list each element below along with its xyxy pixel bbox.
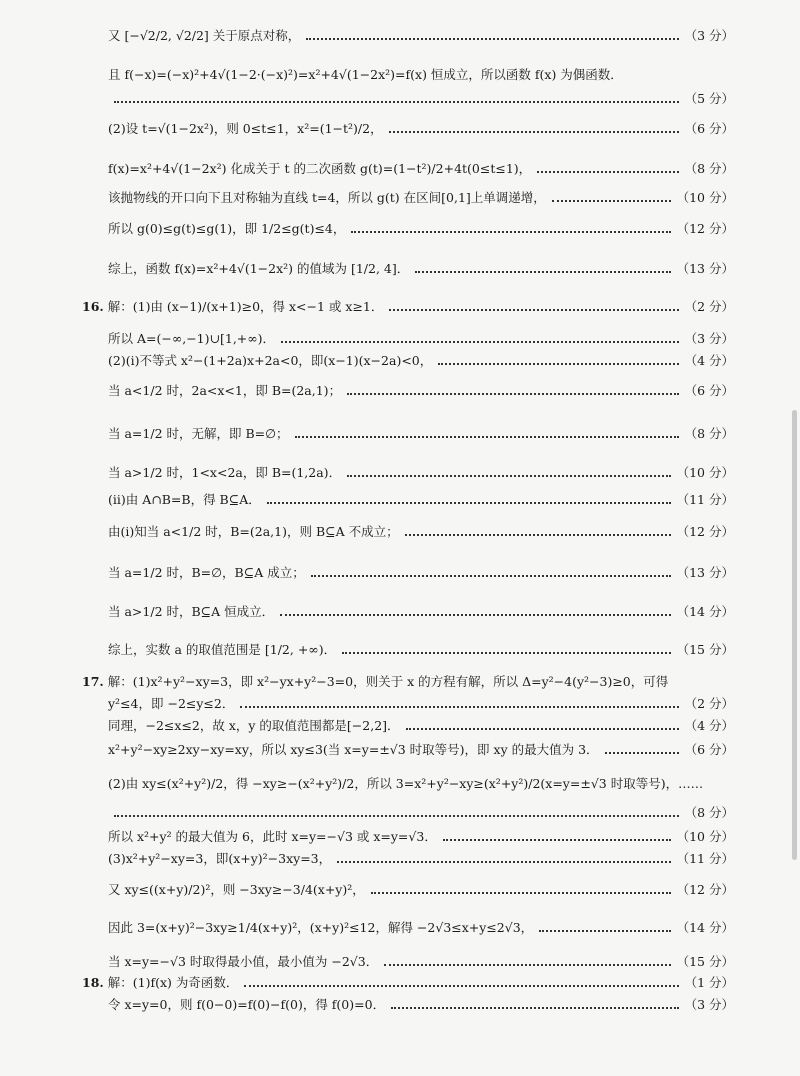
line-text: (3)x²+y²−xy=3，即(x+y)²−3xy=3， bbox=[108, 851, 332, 866]
line-text: 因此 3=(x+y)²−3xy≥1/4(x+y)²，(x+y)²≤12，解得 −2√3≤x+y≤2√3， bbox=[108, 920, 534, 935]
line-text: y²≤4，即 −2≤y≤2． bbox=[108, 696, 235, 711]
score-label: （12 分） bbox=[676, 882, 734, 897]
dot-leader bbox=[337, 860, 670, 863]
problem-number: 17. bbox=[82, 673, 104, 689]
solution-line bbox=[108, 381, 734, 399]
line-text: f(x)=x²+4√(1−2x²) 化成关于 t 的二次函数 g(t)=(1−t²)/2+4t(0≤t≤1)， bbox=[108, 161, 532, 176]
solution-line bbox=[108, 774, 734, 792]
line-text: 由(i)知当 a<1/2 时，B=(2a,1)，则 B⊆A 不成立； bbox=[108, 524, 399, 539]
solution-line bbox=[108, 463, 734, 481]
score-label: （8 分） bbox=[684, 161, 734, 176]
score-label: （5 分） bbox=[684, 91, 734, 106]
score-label: （11 分） bbox=[676, 492, 734, 507]
dot-leader bbox=[406, 727, 679, 730]
dot-leader bbox=[311, 574, 671, 577]
score-label: （6 分） bbox=[684, 383, 734, 398]
score-label: （3 分） bbox=[684, 28, 734, 43]
score-label: （15 分） bbox=[676, 642, 734, 657]
dot-leader bbox=[347, 474, 671, 477]
score-label: （4 分） bbox=[684, 718, 734, 733]
problem-number: 16. bbox=[82, 298, 104, 314]
line-text: (2)(i)不等式 x²−(1+2a)x+2a<0，即(x−1)(x−2a)<0， bbox=[108, 353, 433, 368]
line-text: (ii)由 A∩B=B，得 B⊆A． bbox=[108, 492, 261, 507]
line-text: 当 a>1/2 时，B⊆A 恒成立． bbox=[108, 604, 275, 619]
dot-leader bbox=[438, 362, 678, 365]
dot-leader bbox=[391, 1006, 678, 1009]
solution-line bbox=[108, 89, 734, 107]
dot-leader bbox=[443, 838, 671, 841]
score-label: （8 分） bbox=[684, 805, 734, 820]
score-label: （13 分） bbox=[676, 565, 734, 580]
score-label: （13 分） bbox=[676, 261, 734, 276]
solution-line bbox=[108, 119, 734, 137]
score-label: （3 分） bbox=[684, 997, 734, 1012]
solution-line bbox=[108, 602, 734, 620]
dot-leader bbox=[267, 501, 671, 504]
score-label: （12 分） bbox=[676, 524, 734, 539]
line-text: 当 a=1/2 时，B=∅，B⊆A 成立； bbox=[108, 565, 305, 580]
solution-line bbox=[82, 672, 734, 690]
score-label: （3 分） bbox=[684, 331, 734, 346]
dot-leader bbox=[281, 340, 679, 343]
line-text: 综上，实数 a 的取值范围是 [1/2, +∞)． bbox=[108, 642, 337, 657]
line-text: (2)设 t=√(1−2x²)，则 0≤t≤1，x²=(1−t²)/2， bbox=[108, 121, 383, 136]
score-label: （2 分） bbox=[684, 696, 734, 711]
line-text: 解：(1)x²+y²−xy=3，即 x²−yx+y²−3=0，则关于 x 的方程有解，所以 Δ=y²−4(y²−3)≥0，可得 bbox=[107, 674, 669, 689]
score-label: （14 分） bbox=[676, 604, 734, 619]
line-text: 同理，−2≤x≤2，故 x，y 的取值范围都是[−2,2]． bbox=[108, 718, 400, 733]
solution-line bbox=[108, 424, 734, 442]
line-text: 解：(1)由 (x−1)/(x+1)≥0，得 x<−1 或 x≥1． bbox=[107, 299, 384, 314]
solution-line bbox=[108, 952, 734, 970]
solution-line bbox=[108, 740, 734, 758]
solution-line bbox=[108, 918, 734, 936]
dot-leader bbox=[280, 613, 670, 616]
dot-leader bbox=[539, 929, 670, 932]
score-label: （2 分） bbox=[684, 299, 734, 314]
dot-leader bbox=[114, 100, 679, 103]
solution-line bbox=[108, 65, 734, 83]
dot-leader bbox=[240, 705, 678, 708]
score-label: （6 分） bbox=[684, 121, 734, 136]
solution-line bbox=[82, 973, 734, 991]
solution-line bbox=[108, 329, 734, 347]
line-text: 又 [−√2/2, √2/2] 关于原点对称， bbox=[108, 28, 301, 43]
dot-leader bbox=[244, 984, 678, 987]
line-text: (2)由 xy≤(x²+y²)/2，得 −xy≥−(x²+y²)/2，所以 3=x²+y²−xy≥(x²+y²)/2(x=y=±√3 时取等号)，…… bbox=[108, 776, 704, 791]
score-label: （14 分） bbox=[676, 920, 734, 935]
dot-leader bbox=[389, 130, 679, 133]
solution-line bbox=[108, 490, 734, 508]
solution-line bbox=[108, 522, 734, 540]
line-text: 该抛物线的开口向下且对称轴为直线 t=4，所以 g(t) 在区间[0,1]上单调递增， bbox=[108, 190, 546, 205]
solution-line bbox=[108, 694, 734, 712]
score-label: （15 分） bbox=[676, 954, 734, 969]
solution-line bbox=[82, 297, 734, 315]
score-label: （10 分） bbox=[676, 465, 734, 480]
line-text: 又 xy≤((x+y)/2)²，则 −3xy≥−3/4(x+y)²， bbox=[108, 882, 365, 897]
line-text: 当 a>1/2 时，1<x<2a，即 B=(1,2a)． bbox=[108, 465, 342, 480]
dot-leader bbox=[351, 230, 670, 233]
problem-number: 18. bbox=[82, 974, 104, 990]
solution-line bbox=[108, 159, 734, 177]
dot-leader bbox=[342, 651, 671, 654]
line-text: 解：(1)f(x) 为奇函数． bbox=[107, 975, 239, 990]
score-label: （11 分） bbox=[676, 851, 734, 866]
dot-leader bbox=[605, 751, 679, 754]
dot-leader bbox=[384, 963, 670, 966]
score-label: （8 分） bbox=[684, 426, 734, 441]
line-text: 令 x=y=0，则 f(0−0)=f(0)−f(0)，得 f(0)=0． bbox=[108, 997, 386, 1012]
solution-line bbox=[108, 995, 734, 1013]
dot-leader bbox=[537, 170, 678, 173]
solution-line bbox=[108, 219, 734, 237]
line-text: 所以 g(0)≤g(t)≤g(1)，即 1/2≤g(t)≤4， bbox=[108, 221, 346, 236]
line-text: 所以 A=(−∞,−1)∪[1,+∞)． bbox=[108, 331, 276, 346]
score-label: （12 分） bbox=[676, 221, 734, 236]
solution-line bbox=[108, 849, 734, 867]
solution-line bbox=[108, 188, 734, 206]
dot-leader bbox=[405, 533, 671, 536]
score-label: （6 分） bbox=[684, 742, 734, 757]
line-text: 综上，函数 f(x)=x²+4√(1−2x²) 的值域为 [1/2, 4]． bbox=[108, 261, 410, 276]
line-text: 当 x=y=−√3 时取得最小值，最小值为 −2√3． bbox=[108, 954, 379, 969]
dot-leader bbox=[389, 308, 678, 311]
solution-line bbox=[108, 803, 734, 821]
dot-leader bbox=[295, 435, 679, 438]
solution-line bbox=[108, 259, 734, 277]
score-label: （10 分） bbox=[676, 829, 734, 844]
solution-line bbox=[108, 827, 734, 845]
line-text: 当 a<1/2 时，2a<x<1，即 B=(2a,1)； bbox=[108, 383, 342, 398]
scrollbar[interactable] bbox=[792, 410, 797, 860]
dot-leader bbox=[114, 814, 679, 817]
dot-leader bbox=[306, 37, 678, 40]
score-label: （1 分） bbox=[684, 975, 734, 990]
solution-line bbox=[108, 716, 734, 734]
solution-line bbox=[108, 880, 734, 898]
line-text: 且 f(−x)=(−x)²+4√(1−2·(−x)²)=x²+4√(1−2x²)=f(x) 恒成立，所以函数 f(x) 为偶函数． bbox=[108, 67, 623, 82]
solution-line bbox=[108, 26, 734, 44]
line-text: 当 a=1/2 时，无解，即 B=∅； bbox=[108, 426, 289, 441]
line-text: 所以 x²+y² 的最大值为 6，此时 x=y=−√3 或 x=y=√3． bbox=[108, 829, 437, 844]
solution-line bbox=[108, 640, 734, 658]
dot-leader bbox=[415, 270, 670, 273]
score-label: （4 分） bbox=[684, 353, 734, 368]
score-label: （10 分） bbox=[676, 190, 734, 205]
dot-leader bbox=[552, 199, 671, 202]
solution-line bbox=[108, 563, 734, 581]
solution-line bbox=[108, 351, 734, 369]
dot-leader bbox=[371, 891, 671, 894]
line-text: x²+y²−xy≥2xy−xy=xy，所以 xy≤3(当 x=y=±√3 时取等号)，即 xy 的最大值为 3． bbox=[108, 742, 599, 757]
dot-leader bbox=[347, 392, 678, 395]
